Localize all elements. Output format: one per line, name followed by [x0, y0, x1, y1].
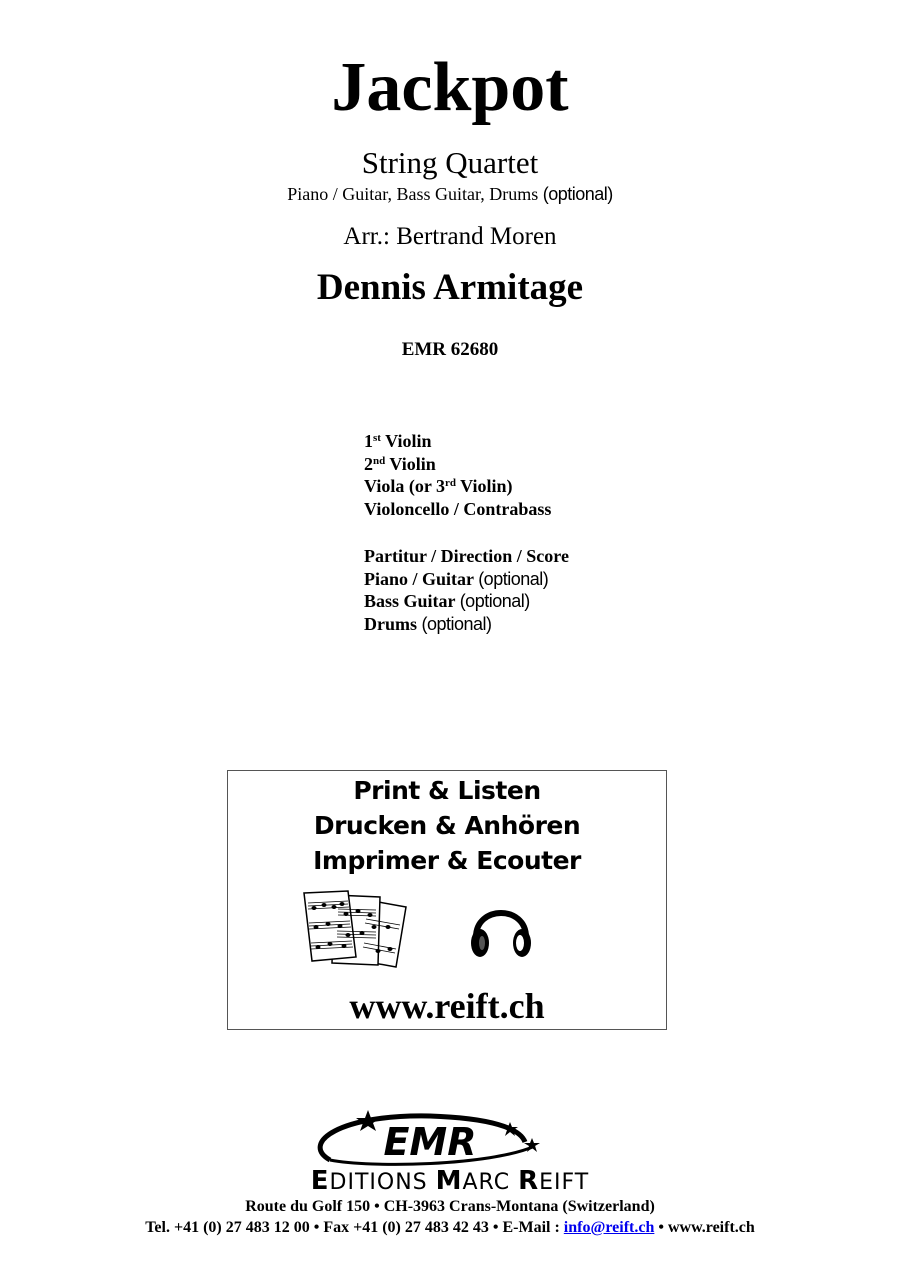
publisher-name: EDITIONS MARC REIFT [310, 1166, 590, 1196]
arranger: Arr.: Bertrand Moren [343, 223, 557, 250]
part-item: 1st Violin [364, 431, 432, 451]
part-item: Viola (or 3rd Violin) [364, 476, 513, 496]
instrumentation-line [0, 183, 900, 205]
other-parts-list [364, 545, 569, 635]
promo-line-french: Imprimer & Ecouter [313, 846, 581, 875]
instrumentation-text: Piano / Guitar, Bass Guitar, Drums [287, 184, 539, 204]
emr-logo [310, 1108, 550, 1168]
part-item: Piano / Guitar (optional) [364, 568, 549, 589]
part-item: Bass Guitar (optional) [364, 591, 530, 611]
instrumentation-optional: (optional) [542, 184, 613, 204]
print-listen-box [227, 770, 667, 1030]
sheet-music-icon [300, 889, 412, 971]
svg-text:EMR: EMR [383, 1120, 477, 1164]
publisher-address: Route du Golf 150 • CH-3963 Crans-Montana (Switzerland) [245, 1198, 655, 1215]
subtitle: String Quartet [361, 145, 539, 180]
composer: Dennis Armitage [316, 267, 584, 308]
part-item: Partitur / Direction / Score [364, 546, 569, 566]
headphones-icon [466, 895, 536, 965]
catalog-number: EMR 62680 [401, 339, 499, 360]
publisher-contacts: Tel. +41 (0) 27 483 12 00 • Fax +41 (0) 27 483 42 43 • E-Mail : info@reift.ch • www.reift.ch [145, 1219, 755, 1236]
title: Jackpot [331, 49, 569, 126]
promo-url[interactable]: www.reift.ch [349, 986, 545, 1026]
part-item: Violoncello / Contrabass [364, 498, 552, 519]
email-link[interactable]: info@reift.ch [563, 1219, 655, 1236]
part-item: 2nd Violin [364, 453, 436, 474]
promo-line-german: Drucken & Anhören [313, 811, 581, 840]
promo-line-english: Print & Listen [353, 776, 541, 805]
string-parts-list [364, 430, 551, 520]
part-item: Drums (optional) [364, 613, 492, 634]
